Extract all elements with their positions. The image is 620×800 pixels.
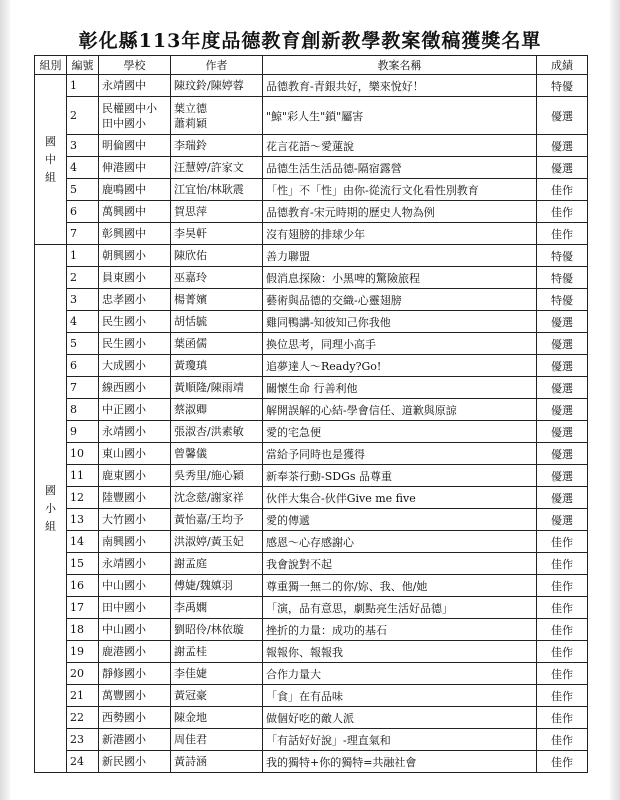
table-row [35, 157, 588, 179]
document-title: 彰化縣113年度品德教育創新教學教案徵稿獲獎名單 [78, 30, 542, 52]
result-cell: 佳作 [537, 641, 588, 663]
lesson-title-cell: 「有話好好說」-理直氣和 [263, 729, 537, 751]
result-cell: 優選 [537, 311, 588, 333]
school-cell-line: 中正國小 [102, 403, 146, 416]
table-row [35, 245, 588, 267]
author-cell [171, 597, 263, 619]
table-row [35, 311, 588, 333]
author-cell [171, 465, 263, 487]
entry-number: 1 [67, 245, 99, 267]
author-cell [171, 333, 263, 355]
result-cell: 特優 [537, 289, 588, 311]
author-cell-line: 李佳婕 [174, 667, 207, 680]
table-row [35, 443, 588, 465]
entry-number: 2 [67, 267, 99, 289]
entry-number: 16 [67, 575, 99, 597]
table-row [35, 729, 588, 751]
table-row [35, 135, 588, 157]
result-cell: 優選 [537, 465, 588, 487]
school-cell-line: 中山國小 [102, 579, 146, 592]
school-cell [99, 97, 171, 135]
entry-number: 1 [67, 75, 99, 97]
lesson-title-cell: 我的獨特+你的獨特=共融社會 [263, 751, 537, 773]
author-cell [171, 553, 263, 575]
result-cell: 佳作 [537, 553, 588, 575]
group-label-char: 國 [45, 134, 56, 148]
author-cell-line: 賀思萍 [174, 205, 207, 218]
school-cell [99, 575, 171, 597]
school-cell-line: 民生國小 [102, 315, 146, 328]
result-cell: 佳作 [537, 597, 588, 619]
author-cell [171, 289, 263, 311]
header-school: 學校 [99, 56, 171, 75]
result-cell: 佳作 [537, 707, 588, 729]
author-cell-line: 洪淑婷/黃玉妃 [174, 535, 244, 548]
lesson-title-cell: 品德教育-宋元時期的歷史人物為例 [263, 201, 537, 223]
group-label-char: 組 [45, 170, 56, 184]
result-cell: 佳作 [537, 663, 588, 685]
school-cell [99, 201, 171, 223]
table-row [35, 619, 588, 641]
lesson-title-cell: 做個好吃的敵人派 [263, 707, 537, 729]
entry-number: 3 [67, 289, 99, 311]
result-cell: 佳作 [537, 729, 588, 751]
school-cell-line: 萬豐國小 [102, 689, 146, 702]
entry-number: 23 [67, 729, 99, 751]
result-cell: 優選 [537, 135, 588, 157]
lesson-title-cell: 合作力量大 [263, 663, 537, 685]
school-cell-line: 民生國小 [102, 337, 146, 350]
table-row [35, 751, 588, 773]
group-label-char: 小 [45, 501, 56, 515]
table-row [35, 663, 588, 685]
header-row [35, 56, 588, 75]
entry-number: 10 [67, 443, 99, 465]
author-cell [171, 377, 263, 399]
school-cell [99, 245, 171, 267]
entry-number: 6 [67, 355, 99, 377]
entry-number: 17 [67, 597, 99, 619]
lesson-title-cell: 感恩～心存感謝心 [263, 531, 537, 553]
result-cell: 佳作 [537, 619, 588, 641]
author-cell-line: 劉昭伶/林依璇 [174, 623, 244, 636]
author-cell [171, 201, 263, 223]
table-row [35, 641, 588, 663]
table-body [35, 75, 588, 773]
table-row [35, 333, 588, 355]
group-label-char: 國 [45, 483, 56, 497]
result-cell: 優選 [537, 443, 588, 465]
school-cell-line: 陸豐國小 [102, 491, 146, 504]
school-cell-line: 中山國小 [102, 623, 146, 636]
result-cell: 佳作 [537, 201, 588, 223]
header-number: 編號 [67, 56, 99, 75]
entry-number: 12 [67, 487, 99, 509]
entry-number: 9 [67, 421, 99, 443]
result-cell: 優選 [537, 399, 588, 421]
lesson-title-cell: 品德生活生活品德-隔宿露營 [263, 157, 537, 179]
school-cell [99, 355, 171, 377]
author-cell-line: 謝孟庭 [174, 557, 207, 570]
entry-number: 13 [67, 509, 99, 531]
table-row [35, 201, 588, 223]
entry-number: 24 [67, 751, 99, 773]
table-row [35, 399, 588, 421]
group-label [35, 245, 67, 773]
author-cell-line: 陳玟鈴/陳婷蓉 [174, 79, 244, 92]
school-cell-line: 大成國小 [102, 359, 146, 372]
result-cell: 優選 [537, 487, 588, 509]
table-row [35, 289, 588, 311]
entry-number: 15 [67, 553, 99, 575]
school-cell [99, 179, 171, 201]
school-cell-line: 靜修國小 [102, 667, 146, 680]
table-row [35, 553, 588, 575]
table-row [35, 509, 588, 531]
entry-number: 18 [67, 619, 99, 641]
school-cell-line: 忠孝國小 [102, 293, 146, 306]
lesson-title-cell: 「食」在有品味 [263, 685, 537, 707]
author-cell [171, 751, 263, 773]
author-cell-line: 沈念慈/謝家祥 [174, 491, 244, 504]
entry-number: 19 [67, 641, 99, 663]
entry-number: 20 [67, 663, 99, 685]
school-cell [99, 729, 171, 751]
table-row [35, 465, 588, 487]
author-cell [171, 575, 263, 597]
lesson-title-cell: 花言花語～愛蓮說 [263, 135, 537, 157]
school-cell-line: 鹿東國小 [102, 469, 146, 482]
school-cell [99, 399, 171, 421]
author-cell-line: 李昊軒 [174, 227, 207, 240]
lesson-title-cell: 解開誤解的心結-學會信任、道歉與原諒 [263, 399, 537, 421]
lesson-title-cell: "鯨"彩人生"鎖"屬害 [263, 97, 537, 135]
result-cell: 優選 [537, 421, 588, 443]
author-cell-line: 蔡淑卿 [174, 403, 207, 416]
school-cell-line: 民權國中小 [102, 101, 157, 115]
school-cell-line: 永靖國中 [102, 79, 146, 92]
author-cell-line: 李瑞鈴 [174, 139, 207, 152]
lesson-title-cell: 我會說對不起 [263, 553, 537, 575]
school-cell [99, 619, 171, 641]
page-edge-left [0, 0, 10, 800]
result-cell: 優選 [537, 157, 588, 179]
lesson-title-cell: 愛的傳遞 [263, 509, 537, 531]
page-edge-right [610, 0, 620, 800]
school-cell [99, 223, 171, 245]
school-cell [99, 443, 171, 465]
author-cell-line: 陳金地 [174, 711, 207, 724]
school-cell-line: 萬興國中 [102, 205, 146, 218]
author-cell [171, 245, 263, 267]
entry-number: 7 [67, 377, 99, 399]
school-cell [99, 531, 171, 553]
author-cell [171, 531, 263, 553]
author-cell [171, 135, 263, 157]
result-cell: 佳作 [537, 179, 588, 201]
result-cell: 特優 [537, 267, 588, 289]
result-cell: 特優 [537, 75, 588, 97]
school-cell [99, 707, 171, 729]
lesson-title-cell: 當給予同時也是獲得 [263, 443, 537, 465]
school-cell [99, 487, 171, 509]
school-cell [99, 267, 171, 289]
lesson-title-cell: 挫折的力量：成功的基石 [263, 619, 537, 641]
entry-number: 5 [67, 179, 99, 201]
author-cell-line: 黃冠豪 [174, 689, 207, 702]
entry-number: 3 [67, 135, 99, 157]
lesson-title-cell: 假消息探險：小黑啤的驚險旅程 [263, 267, 537, 289]
author-cell-line: 蕭莉穎 [174, 116, 207, 130]
author-cell [171, 355, 263, 377]
school-cell-line: 彰興國中 [102, 227, 146, 240]
author-cell [171, 487, 263, 509]
lesson-title-cell: 換位思考，同理小高手 [263, 333, 537, 355]
author-cell-line: 胡恬毓 [174, 315, 207, 328]
school-cell [99, 641, 171, 663]
entry-number: 5 [67, 333, 99, 355]
result-cell: 優選 [537, 377, 588, 399]
entry-number: 11 [67, 465, 99, 487]
school-cell [99, 509, 171, 531]
lesson-title-cell: 關懷生命 行善利他 [263, 377, 537, 399]
lesson-title-cell: 新奉茶行動-SDGs 品尊重 [263, 465, 537, 487]
author-cell-line: 巫嘉玲 [174, 271, 207, 284]
school-cell [99, 333, 171, 355]
school-cell [99, 157, 171, 179]
header-lesson-title: 教案名稱 [263, 56, 537, 75]
author-cell [171, 641, 263, 663]
table-row [35, 97, 588, 135]
lesson-title-cell: 藝術與品德的交織-心靈翅膀 [263, 289, 537, 311]
author-cell [171, 421, 263, 443]
table-row [35, 377, 588, 399]
entry-number: 8 [67, 399, 99, 421]
lesson-title-cell: 沒有翅膀的排球少年 [263, 223, 537, 245]
header-author: 作者 [171, 56, 263, 75]
result-cell: 優選 [537, 355, 588, 377]
table-row [35, 75, 588, 97]
school-cell [99, 465, 171, 487]
author-cell [171, 97, 263, 135]
lesson-title-cell: 追夢達人～Ready?Go! [263, 355, 537, 377]
school-cell [99, 311, 171, 333]
school-cell [99, 135, 171, 157]
author-cell [171, 663, 263, 685]
entry-number: 22 [67, 707, 99, 729]
entry-number: 6 [67, 201, 99, 223]
author-cell-line: 黃順隆/陳雨靖 [174, 381, 244, 394]
author-cell-line: 傅婕/魏嫃羽 [174, 579, 233, 592]
school-cell [99, 663, 171, 685]
result-cell: 佳作 [537, 223, 588, 245]
group-label [35, 75, 67, 245]
lesson-title-cell: 「性」不「性」由你-從流行文化看性別教育 [263, 179, 537, 201]
lesson-title-cell: 愛的宅急便 [263, 421, 537, 443]
lesson-title-cell: 善力聯盟 [263, 245, 537, 267]
school-cell-line: 永靖國小 [102, 557, 146, 570]
author-cell-line: 黃詩涵 [174, 755, 207, 768]
group-label-char: 中 [45, 152, 56, 166]
author-cell [171, 729, 263, 751]
school-cell-line: 田中國小 [102, 601, 146, 614]
author-cell [171, 399, 263, 421]
lesson-title-cell: 尊重獨一無二的你/妳、我、他/她 [263, 575, 537, 597]
school-cell [99, 597, 171, 619]
group-label-char: 組 [45, 519, 56, 533]
result-cell: 優選 [537, 509, 588, 531]
school-cell-line: 東山國小 [102, 447, 146, 460]
school-cell-line: 新民國小 [102, 755, 146, 768]
school-cell-line: 鹿鳴國中 [102, 183, 146, 196]
school-cell-line: 鹿港國小 [102, 645, 146, 658]
school-cell-line: 大竹國小 [102, 513, 146, 526]
school-cell-line: 南興國小 [102, 535, 146, 548]
school-cell-line: 朝興國小 [102, 249, 146, 262]
entry-number: 14 [67, 531, 99, 553]
table-row [35, 685, 588, 707]
author-cell-line: 陳欣佑 [174, 249, 207, 262]
author-cell-line: 吳秀里/施心穎 [174, 469, 244, 482]
lesson-title-cell: 品德教育-青銀共好，樂來悅好！ [263, 75, 537, 97]
lesson-title-cell: 伙伴大集合-伙伴Give me five [263, 487, 537, 509]
author-cell [171, 619, 263, 641]
table-row [35, 487, 588, 509]
school-cell-line: 員東國小 [102, 271, 146, 284]
school-cell [99, 377, 171, 399]
school-cell-line: 新港國小 [102, 733, 146, 746]
result-cell: 優選 [537, 333, 588, 355]
author-cell [171, 267, 263, 289]
author-cell-line: 汪慧婷/許家文 [174, 161, 244, 174]
table-row [35, 421, 588, 443]
author-cell-line: 周佳君 [174, 733, 207, 746]
result-cell: 佳作 [537, 685, 588, 707]
author-cell-line: 黃怡嘉/王均予 [174, 513, 244, 526]
author-cell [171, 443, 263, 465]
entry-number: 7 [67, 223, 99, 245]
school-cell [99, 289, 171, 311]
school-cell [99, 75, 171, 97]
table-row [35, 531, 588, 553]
school-cell-line: 伸港國中 [102, 161, 146, 174]
entry-number: 4 [67, 157, 99, 179]
table-row [35, 575, 588, 597]
table-row [35, 223, 588, 245]
table-row [35, 597, 588, 619]
author-cell [171, 179, 263, 201]
author-cell-line: 楊菁嬪 [174, 293, 207, 306]
author-cell-line: 葉函儒 [174, 337, 207, 350]
author-cell [171, 223, 263, 245]
school-cell-line: 線西國小 [102, 381, 146, 394]
result-cell: 佳作 [537, 531, 588, 553]
header-group: 組別 [35, 56, 67, 75]
result-cell: 佳作 [537, 751, 588, 773]
school-cell [99, 553, 171, 575]
lesson-title-cell: 「演，品有意思，劇點亮生活好品德」 [263, 597, 537, 619]
result-cell: 特優 [537, 245, 588, 267]
author-cell-line: 江宜怡/林耿震 [174, 183, 244, 196]
entry-number: 21 [67, 685, 99, 707]
awards-table [34, 55, 588, 773]
entry-number: 2 [67, 97, 99, 135]
school-cell-line: 明倫國中 [102, 139, 146, 152]
header-result: 成績 [537, 56, 588, 75]
school-cell [99, 685, 171, 707]
author-cell-line: 黃瓊瑱 [174, 359, 207, 372]
author-cell-line: 李禹嫻 [174, 601, 207, 614]
author-cell [171, 75, 263, 97]
author-cell-line: 葉立德 [174, 101, 207, 115]
result-cell: 佳作 [537, 575, 588, 597]
author-cell-line: 曾馨儀 [174, 447, 207, 460]
table-row [35, 707, 588, 729]
table-row [35, 179, 588, 201]
school-cell [99, 751, 171, 773]
school-cell-line: 田中國小 [102, 116, 146, 130]
author-cell-line: 張淑杏/洪素敏 [174, 425, 244, 438]
school-cell-line: 永靖國小 [102, 425, 146, 438]
result-cell: 優選 [537, 97, 588, 135]
author-cell [171, 311, 263, 333]
author-cell-line: 謝孟桂 [174, 645, 207, 658]
school-cell-line: 西勢國小 [102, 711, 146, 724]
lesson-title-cell: 雞同鴨講-知彼知己你我他 [263, 311, 537, 333]
author-cell [171, 509, 263, 531]
school-cell [99, 421, 171, 443]
lesson-title-cell: 報報你、報報我 [263, 641, 537, 663]
author-cell [171, 707, 263, 729]
table-row [35, 355, 588, 377]
author-cell [171, 685, 263, 707]
entry-number: 4 [67, 311, 99, 333]
author-cell [171, 157, 263, 179]
table-row [35, 267, 588, 289]
